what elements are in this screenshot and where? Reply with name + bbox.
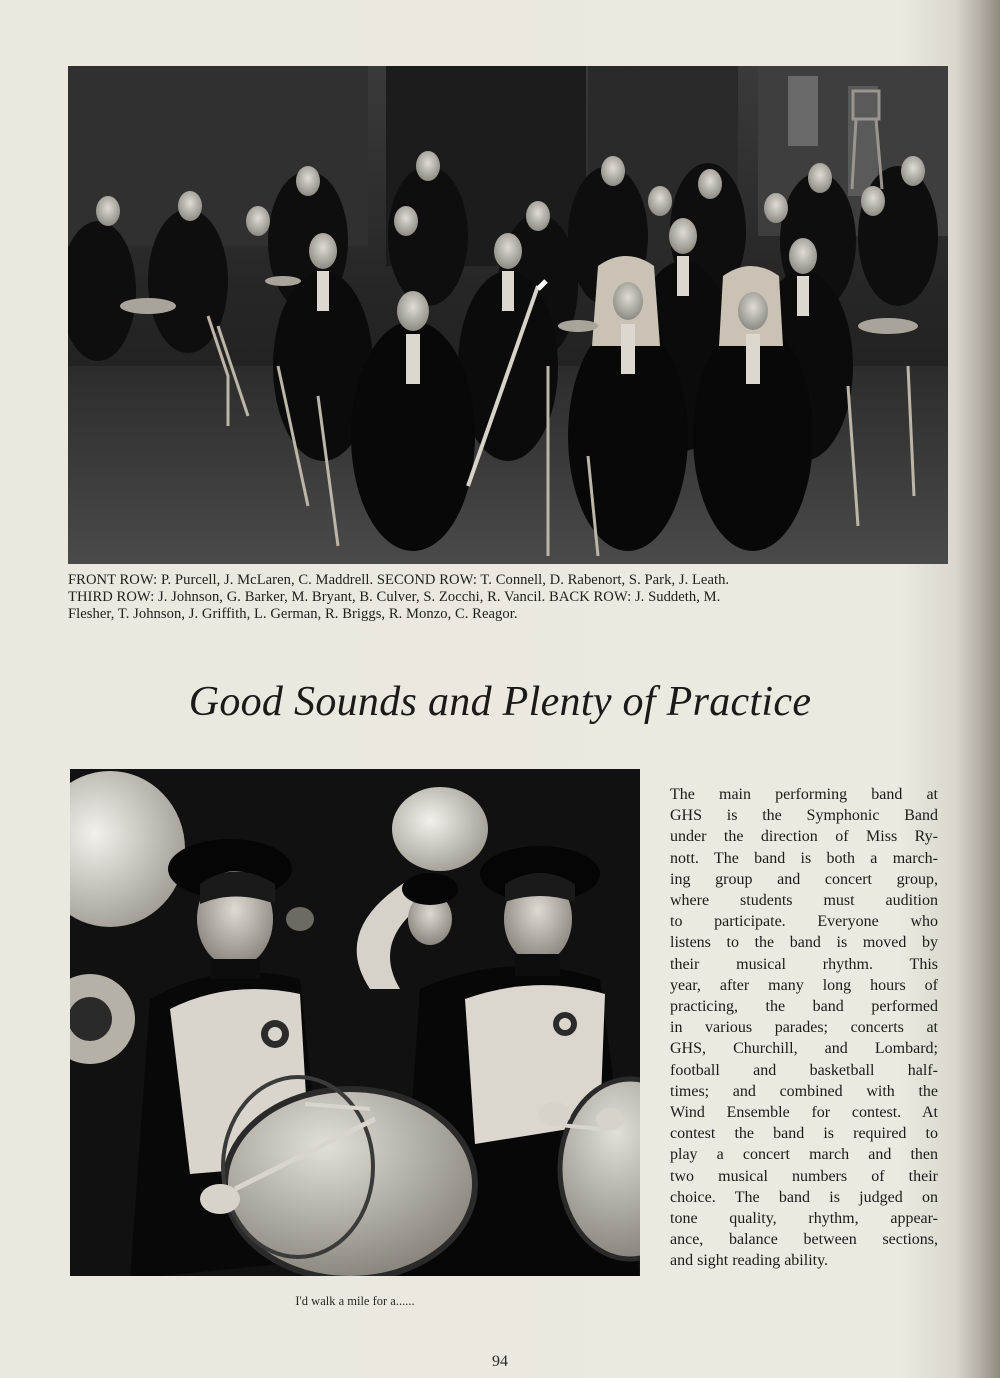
article-line: The main performing band at: [670, 786, 938, 803]
article-line: in various parades; concerts at: [670, 1019, 938, 1037]
drum-line-photo-image: [70, 769, 640, 1276]
article-line: football and basketball half-: [670, 1061, 938, 1079]
article-line: nott. The band is both a march-: [670, 849, 938, 867]
article-line: two musical numbers of their: [670, 1167, 938, 1185]
article-line: practicing, the band performed: [670, 998, 938, 1016]
article-line: GHS is the Symphonic Band: [670, 807, 938, 825]
article-line: tone quality, rhythm, appear-: [670, 1210, 938, 1228]
article-line: ing group and concert group,: [670, 870, 938, 888]
article-line: under the direction of Miss Ry-: [670, 828, 938, 846]
drum-photo-caption: I'd walk a mile for a......: [295, 1294, 415, 1308]
article-line: contest the band is required to: [670, 1125, 938, 1143]
drum-line-photo: [70, 769, 640, 1276]
article-body: [670, 784, 938, 1272]
article-line: ance, balance between sections,: [670, 1231, 938, 1249]
article-line: to participate. Everyone who: [670, 913, 938, 931]
article-line: their musical rhythm. This: [670, 955, 938, 973]
page-headline: Good Sounds and Plenty of Practice: [188, 679, 812, 725]
article-line: listens to the band is moved by: [670, 934, 938, 952]
article-line: year, after many long hours of: [670, 976, 938, 994]
page-number: 94: [492, 1353, 508, 1370]
band-group-photo-image: [68, 66, 948, 564]
article-line: times; and combined with the: [670, 1082, 938, 1100]
article-line: choice. The band is judged on: [670, 1188, 938, 1206]
group-photo-caption: [68, 572, 958, 623]
article-line: GHS, Churchill, and Lombard;: [670, 1040, 938, 1058]
article-line: where students must audition: [670, 892, 938, 910]
article-line: Wind Ensemble for contest. At: [670, 1104, 938, 1122]
band-group-photo: [68, 66, 948, 564]
caption-line: Flesher, T. Johnson, J. Griffith, L. German, R. Briggs, R. Monzo, C. Reagor.: [68, 606, 518, 622]
caption-line: THIRD ROW: J. Johnson, G. Barker, M. Bryant, B. Culver, S. Zocchi, R. Vancil. BACK ROW: J. Suddeth, M.: [68, 589, 721, 605]
article-line: and sight reading ability.: [670, 1252, 829, 1270]
caption-line: FRONT ROW: P. Purcell, J. McLaren, C. Maddrell. SECOND ROW: T. Connell, D. Rabenort, S. Park, J. Leath.: [68, 572, 730, 588]
article-line: play a concert march and then: [670, 1146, 938, 1164]
